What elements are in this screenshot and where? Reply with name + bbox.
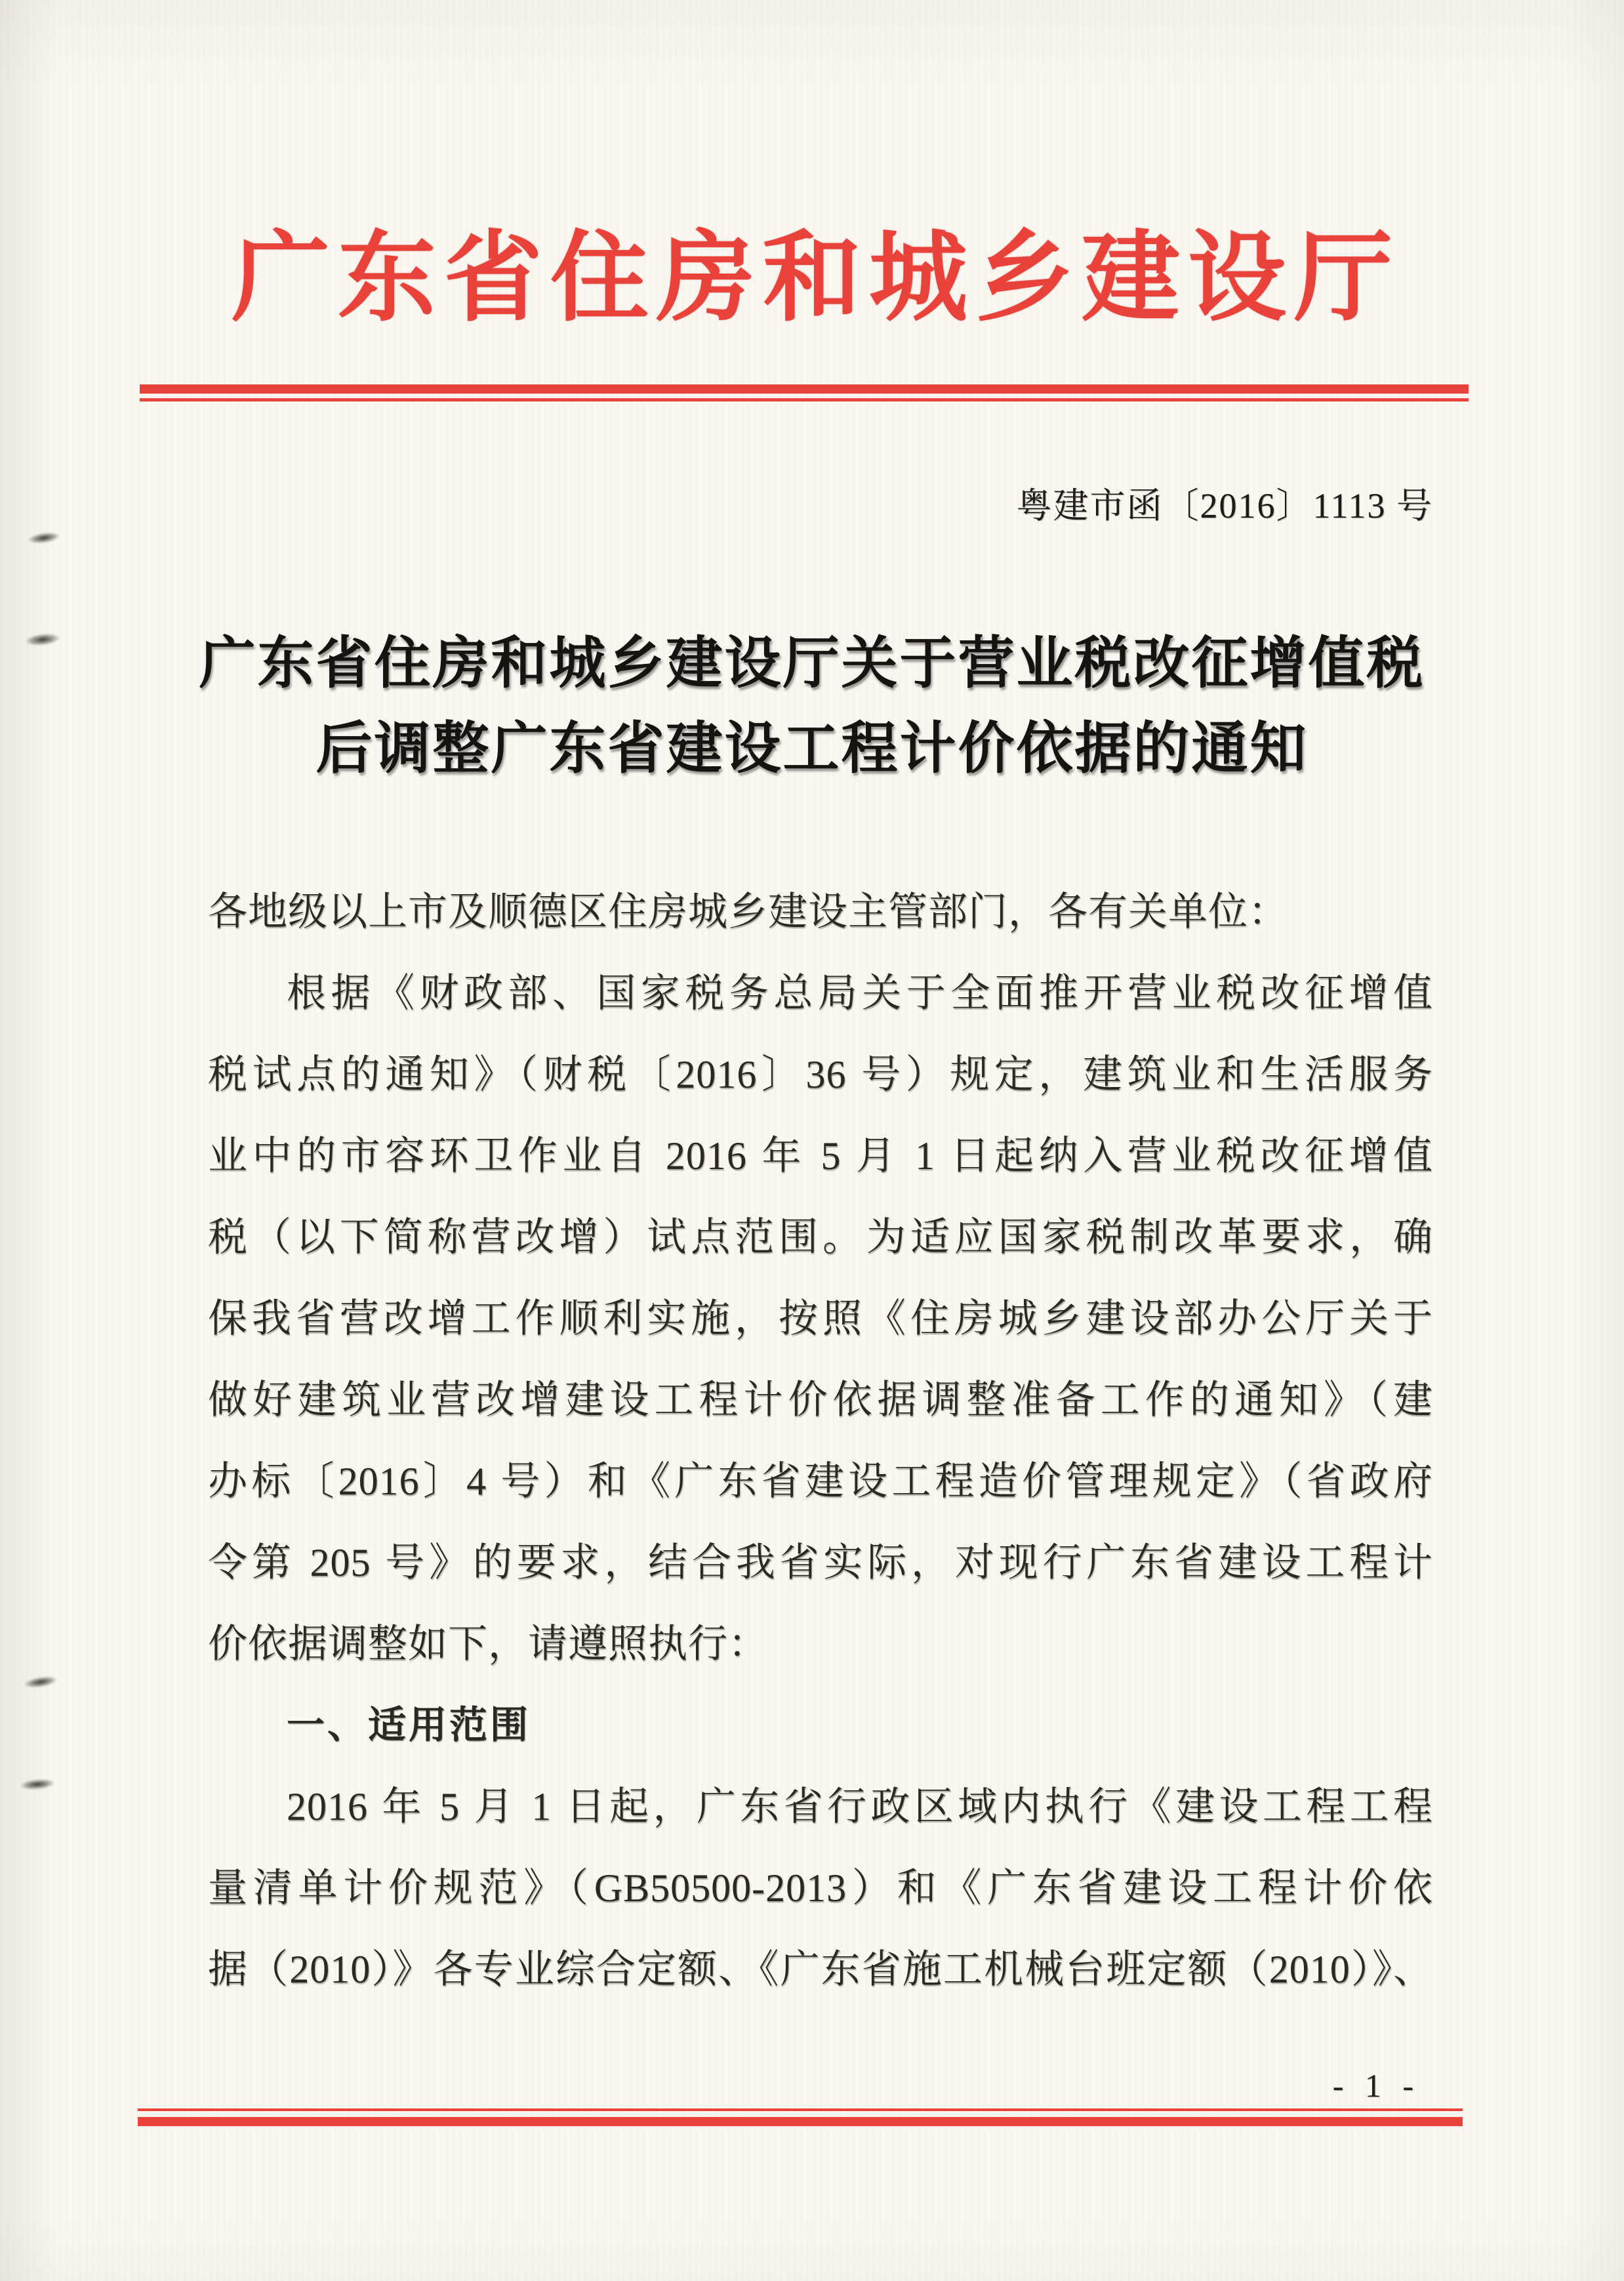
notice-title (0, 621, 1624, 791)
doc-number: 粤建市函〔2016〕1113 号 (1016, 486, 1433, 525)
body-line: 做好建筑业营改增建设工程计价依据调整准备工作的通知》（建 (208, 1378, 1433, 1422)
body-line: 根据《财政部、国家税务总局关于全面推开营业税改征增值 (287, 972, 1433, 1015)
body-line: 一、适用范围 (287, 1704, 531, 1746)
notice-title-line2: 后调整广东省建设工程计价依据的通知 (315, 717, 1309, 780)
document-body (208, 871, 1433, 2010)
body-line: 令第 205 号》的要求，结合我省实际，对现行广东省建设工程计 (208, 1541, 1433, 1584)
body-line: 业中的市容环卫作业自 2016 年 5 月 1 日起纳入营业税改征增值 (208, 1134, 1433, 1178)
body-line: 办标〔2016〕4 号）和《广东省建设工程造价管理规定》（省政府 (208, 1460, 1433, 1503)
header-rule-thin (140, 398, 1469, 401)
body-line: 各地级以上市及顺德区住房城乡建设主管部门，各有关单位： (208, 890, 1288, 934)
footer-rule-thin (138, 2108, 1463, 2111)
body-line: 保我省营改增工作顺利实施，按照《住房城乡建设部办公厅关于 (208, 1297, 1433, 1340)
body-line: 量清单计价规范》（GB50500-2013）和《广东省建设工程计价依 (208, 1866, 1433, 1910)
body-line: 价依据调整如下，请遵照执行： (208, 1622, 768, 1666)
binding-mark (19, 1778, 55, 1792)
body-line: 据（2010）》各专业综合定额、《广东省施工机械台班定额（2010）》、 (208, 1948, 1433, 1991)
body-line: 税（以下简称营改增）试点范围。为适应国家税制改革要求，确 (208, 1216, 1433, 1259)
binding-mark (23, 1674, 58, 1690)
binding-mark (27, 531, 61, 546)
body-line: 2016 年 5 月 1 日起，广东省行政区域内执行《建设工程工程 (287, 1785, 1433, 1828)
body-line: 税试点的通知》（财税〔2016〕36 号）规定，建筑业和生活服务 (208, 1053, 1433, 1096)
notice-title-line1: 广东省住房和城乡建设厅关于营业税改征增值税 (199, 632, 1425, 695)
header-rule-thick (140, 384, 1469, 394)
footer-rule-thick (138, 2117, 1463, 2126)
masthead-title: 广东省住房和城乡建设厅 (231, 224, 1400, 333)
page-number: - 1 - (1332, 2067, 1420, 2104)
